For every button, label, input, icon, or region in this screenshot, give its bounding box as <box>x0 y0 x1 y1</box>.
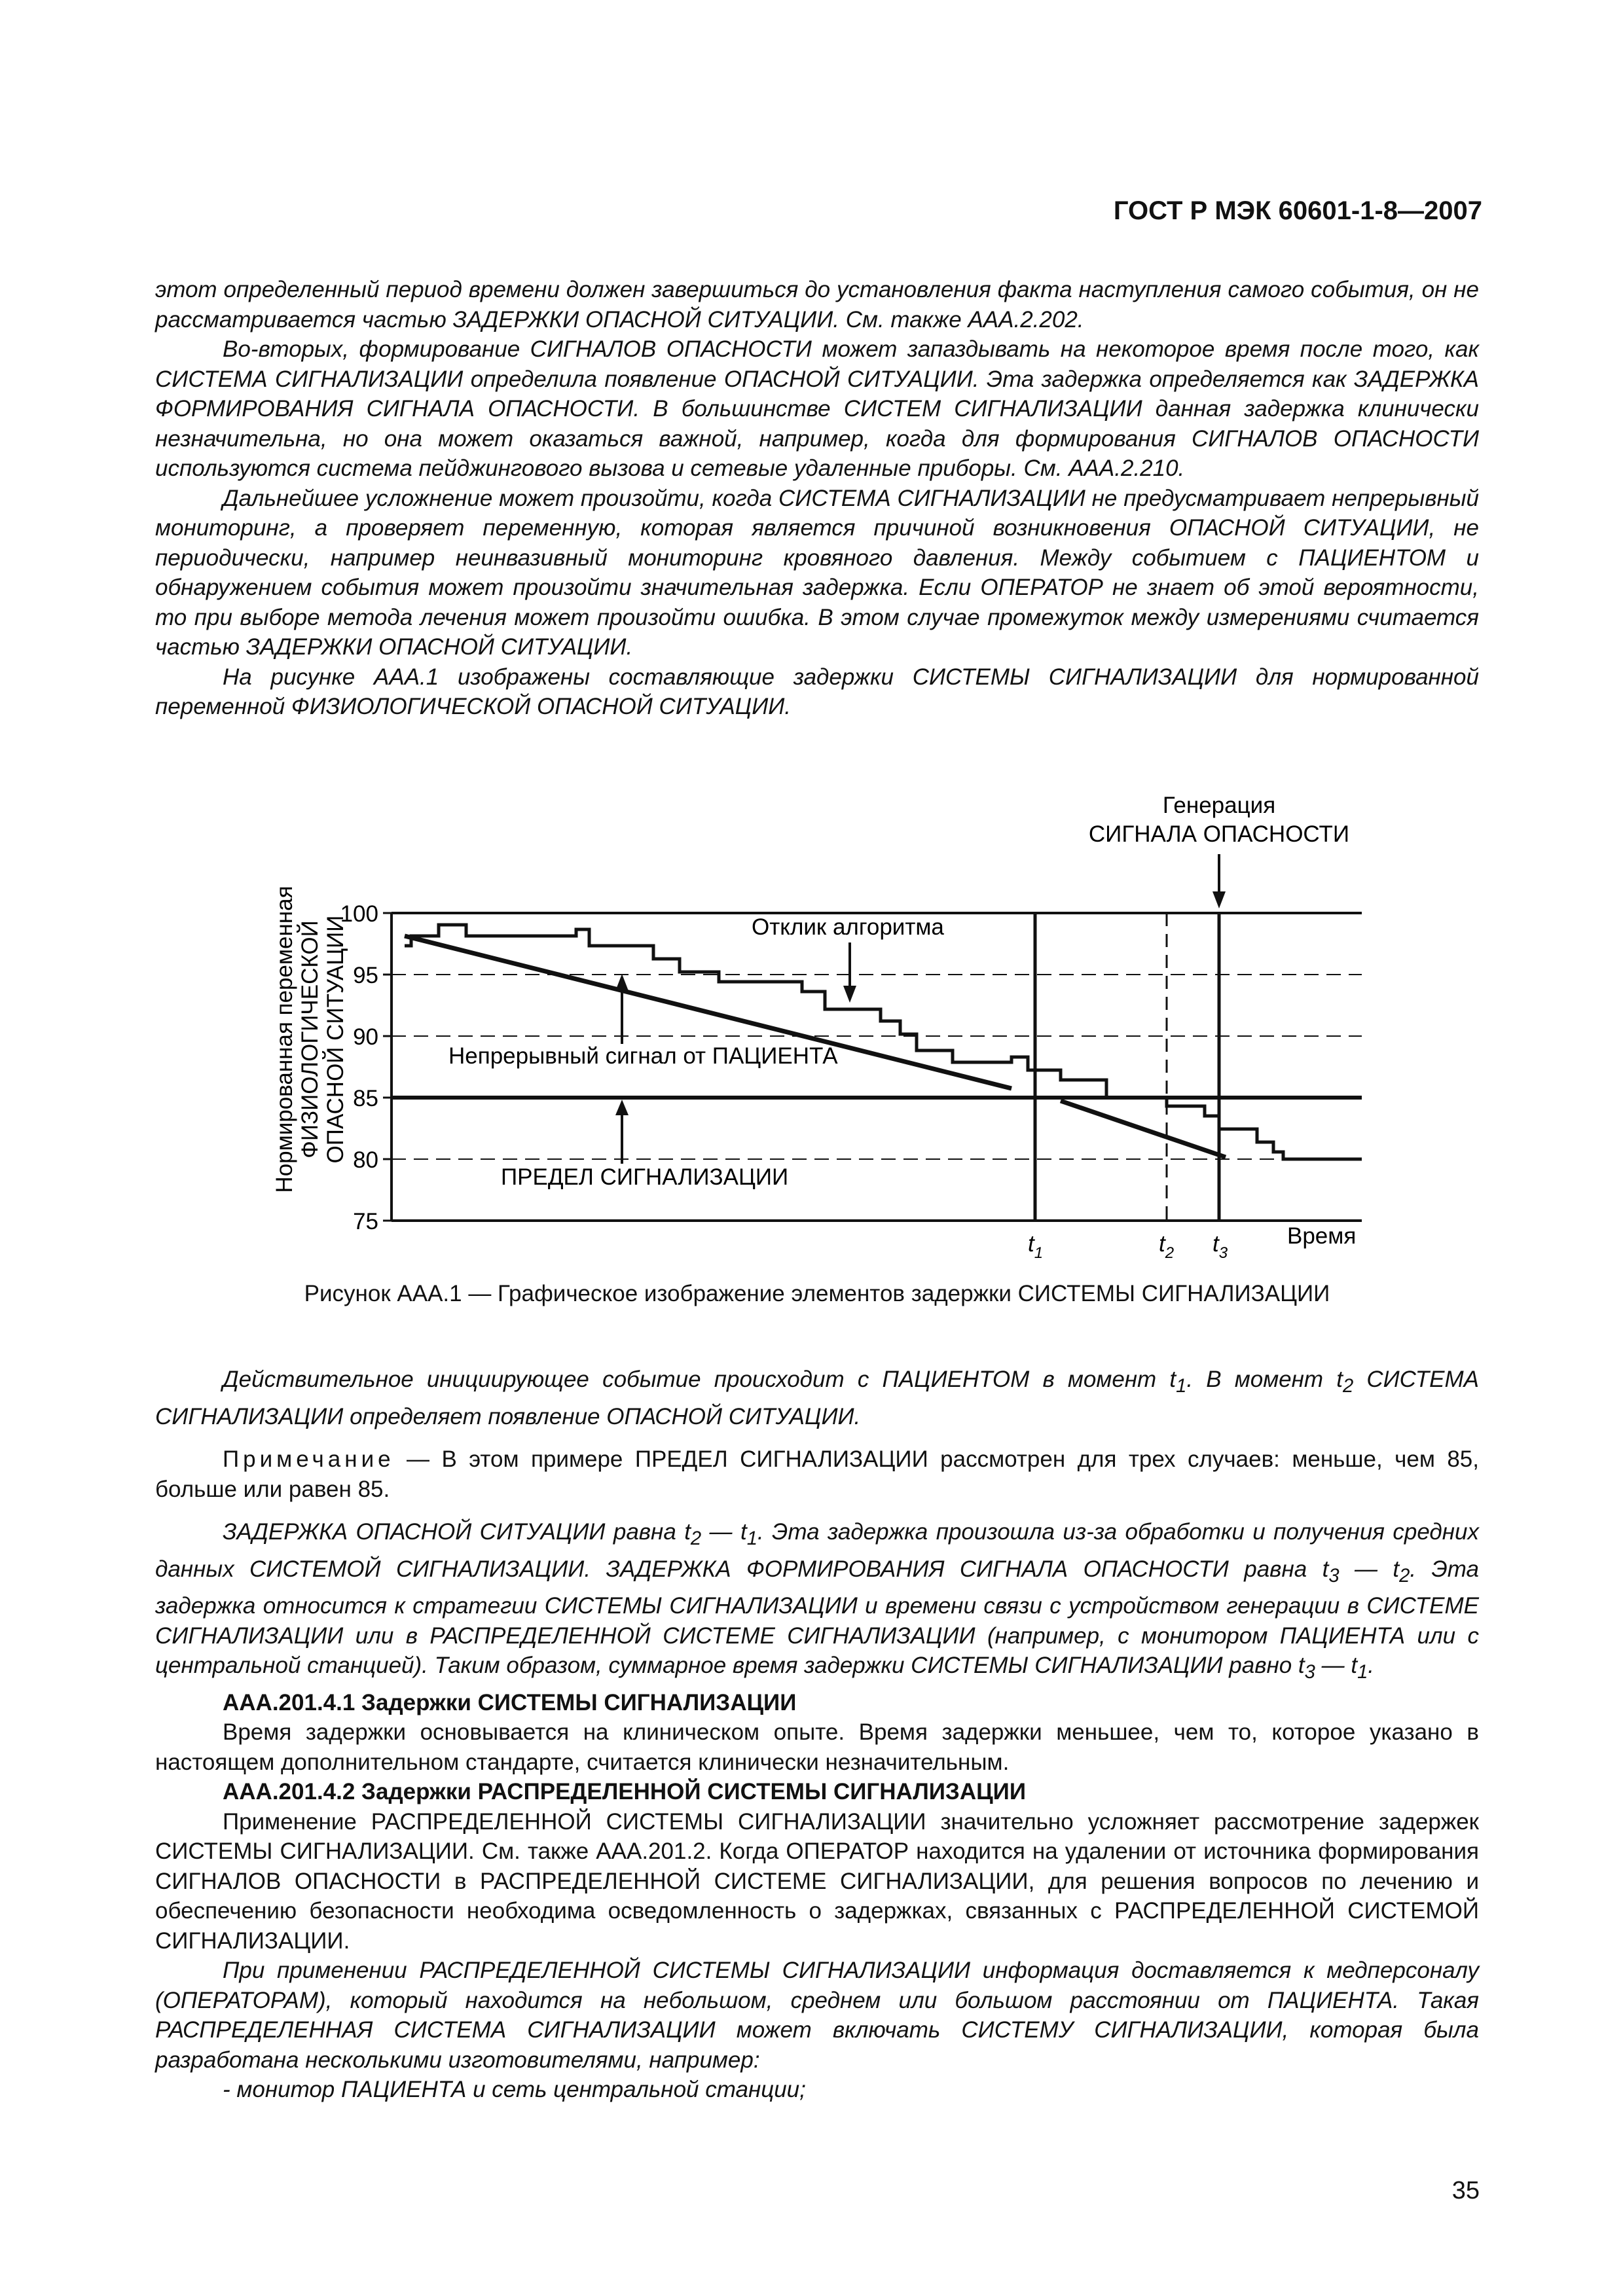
paragraph: Время задержки основывается на клиническом опыте. Время задержки меньшее, чем то, которое указано в настоящем дополнительном стандарте, считается клинически незначительным. <box>155 1719 1479 1775</box>
note-paragraph: Примечание — В этом примере ПРЕДЕЛ СИГНАЛИЗАЦИИ рассмотрен для трех случаев: меньше, чем 85, больше или равен 85. <box>155 1446 1479 1502</box>
paragraph: Применение РАСПРЕДЕЛЕННОЙ СИСТЕМЫ СИГНАЛИЗАЦИИ значительно усложняет рассмотрение задержек СИСТЕМЫ СИГНАЛИЗАЦИИ. См. также ААА.201.2. Когда ОПЕРАТОР находится на удалении от источника формирования СИГНАЛОВ ОПАСНОСТИ в РАСПРЕДЕЛЕННОЙ СИСТЕМЕ СИГНАЛИЗАЦИИ, для решения вопросов по лечению и обеспечению безопасности необходима осведомленность о задержках, связанных с РАСПРЕДЕЛЕННОЙ СИСТЕМОЙ СИГНАЛИЗАЦИИ. <box>155 1808 1479 1954</box>
delay-figure <box>249 785 1375 1270</box>
annotation-arrow-head <box>1213 891 1226 908</box>
y-tick-label-90: 90 <box>353 1024 378 1050</box>
bottom-text-block <box>155 1365 1479 2105</box>
paragraph: Во-вторых, формирование СИГНАЛОВ ОПАСНОСТИ может запаздывать на некоторое время после того, как СИСТЕМА СИГНАЛИЗАЦИИ определила появление ОПАСНОЙ СИТУАЦИИ. Эта задержка определяется как ЗАДЕРЖКА ФОРМИРОВАНИЯ СИГНАЛА ОПАСНОСТИ. В большинстве СИСТЕМ СИГНАЛИЗАЦИИ данная задержка клинически незначительна, но она может оказаться важной, например, когда для формирования СИГНАЛОВ ОПАСНОСТИ используются система пейджингового вызова и сетевые удаленные приборы. См. ААА.2.210. <box>155 336 1479 481</box>
y-title-line2: ФИЗИОЛОГИЧЕСКОЙ <box>297 920 323 1158</box>
paragraph: ЗАДЕРЖКА ОПАСНОЙ СИТУАЦИИ равна $t_2$ — $t_1$. Эта задержка произошла из-за обработки и получения средних данных СИСТЕМОЙ СИГНАЛИЗАЦИИ. ЗАДЕРЖКА ФОРМИРОВАНИЯ СИГНАЛА ОПАСНОСТИ равна $t_3$ — $t_2$. Эта задержка относится к стратегии СИСТЕМЫ СИГНАЛИЗАЦИИ и времени связи с устройством генерации в СИСТЕМЕ СИГНАЛИЗАЦИИ или в РАСПРЕДЕЛЕННОЙ СИСТЕМЕ СИГНАЛИЗАЦИИ (например, с монитором ПАЦИЕНТА или с центральной станцией). Таким образом, суммарное время задержки СИСТЕМЫ СИГНАЛИЗАЦИИ равно $t_3$ — $t_1$. <box>155 1519 1479 1683</box>
top-text-block <box>155 275 1479 722</box>
y-title-line3: ОПАСНОЙ СИТУАЦИИ <box>323 915 348 1164</box>
t2-label: $t_2$ <box>1159 1231 1175 1262</box>
section-heading: ААА.201.4.2 Задержки РАСПРЕДЕЛЕННОЙ СИСТЕМЫ СИГНАЛИЗАЦИИ <box>223 1779 1026 1804</box>
y-tick-label-85: 85 <box>353 1086 378 1111</box>
x-axis-title: Время <box>1287 1223 1357 1249</box>
section-heading: ААА.201.4.1 Задержки СИСТЕМЫ СИГНАЛИЗАЦИИ <box>223 1689 797 1715</box>
y-tick-label-75: 75 <box>353 1209 378 1234</box>
paragraph: Дальнейшее усложнение может произойти, когда СИСТЕМА СИГНАЛИЗАЦИИ не предусматривает непрерывный мониторинг, а проверяет переменную, которая является причиной возникновения ОПАСНОЙ СИТУАЦИИ, не периодически, например неинвазивный мониторинг кровяного давления. Между событием с ПАЦИЕНТОМ и обнаружением события может произойти значительная задержка. Если ОПЕРАТОР не знает об этой вероятности, то при выборе метода лечения может произойти ошибка. В этом случае промежуток между измерениями считается частью ЗАДЕРЖКИ ОПАСНОЙ СИТУАЦИИ. <box>155 485 1479 660</box>
y-tick-label-100: 100 <box>340 901 378 927</box>
algorithm-label: Отклик алгоритма <box>752 914 944 940</box>
algorithm-arrow-head <box>843 986 856 1003</box>
annotation-line2: СИГНАЛА ОПАСНОСТИ <box>1088 821 1350 847</box>
y-title-line1: Нормированная переменная <box>272 886 297 1193</box>
page-number: 35 <box>1451 2177 1480 2204</box>
list-item: - монитор ПАЦИЕНТА и сеть центральной станции; <box>223 2077 806 2102</box>
limit-arrow-head <box>615 1100 629 1115</box>
alarm-limit-label: ПРЕДЕЛ СИГНАЛИЗАЦИИ <box>501 1164 789 1190</box>
paragraph: На рисунке ААА.1 изображены составляющие задержки СИСТЕМЫ СИГНАЛИЗАЦИИ для нормированной переменной ФИЗИОЛОГИЧЕСКОЙ ОПАСНОЙ СИТУАЦИИ. <box>155 664 1479 719</box>
y-axis-title <box>272 886 348 1193</box>
continuous-signal-label: Непрерывный сигнал от ПАЦИЕНТА <box>448 1043 838 1069</box>
paragraph: этот определенный период времени должен завершиться до установления факта наступления самого события, он не рассматривается частью ЗАДЕРЖКИ ОПАСНОЙ СИТУАЦИИ. См. также ААА.2.202. <box>155 277 1479 332</box>
continuous-signal-line-b <box>1061 1101 1226 1157</box>
t3-label: $t_3$ <box>1213 1231 1228 1262</box>
continuous-arrow-head <box>615 974 629 991</box>
y-tick-label-95: 95 <box>353 963 378 988</box>
t1-label: $t_1$ <box>1028 1231 1044 1262</box>
document-header: ГОСТ Р МЭК 60601-1-8—2007 <box>1113 196 1482 225</box>
paragraph: При применении РАСПРЕДЕЛЕННОЙ СИСТЕМЫ СИГНАЛИЗАЦИИ информация доставляется к медперсоналу (ОПЕРАТОРАМ), который находится на небольшом, среднем или большом расстоянии от ПАЦИЕНТА. Такая РАСПРЕДЕЛЕННАЯ СИСТЕМА СИГНАЛИЗАЦИИ может включать СИСТЕМУ СИГНАЛИЗАЦИИ, которая была разработана несколькими изготовителями, например: <box>155 1958 1479 2073</box>
y-tick-label-80: 80 <box>353 1147 378 1173</box>
annotation-line1: Генерация <box>1162 793 1276 818</box>
paragraph: Действительное инициирующее событие происходит с ПАЦИЕНТОМ в момент $t_1$. В момент $t_2$ СИСТЕМА СИГНАЛИЗАЦИИ определяет появление ОПАСНОЙ СИТУАЦИИ. <box>155 1367 1479 1429</box>
figure-caption: Рисунок ААА.1 — Графическое изображение элементов задержки СИСТЕМЫ СИГНАЛИЗАЦИИ <box>304 1281 1330 1306</box>
